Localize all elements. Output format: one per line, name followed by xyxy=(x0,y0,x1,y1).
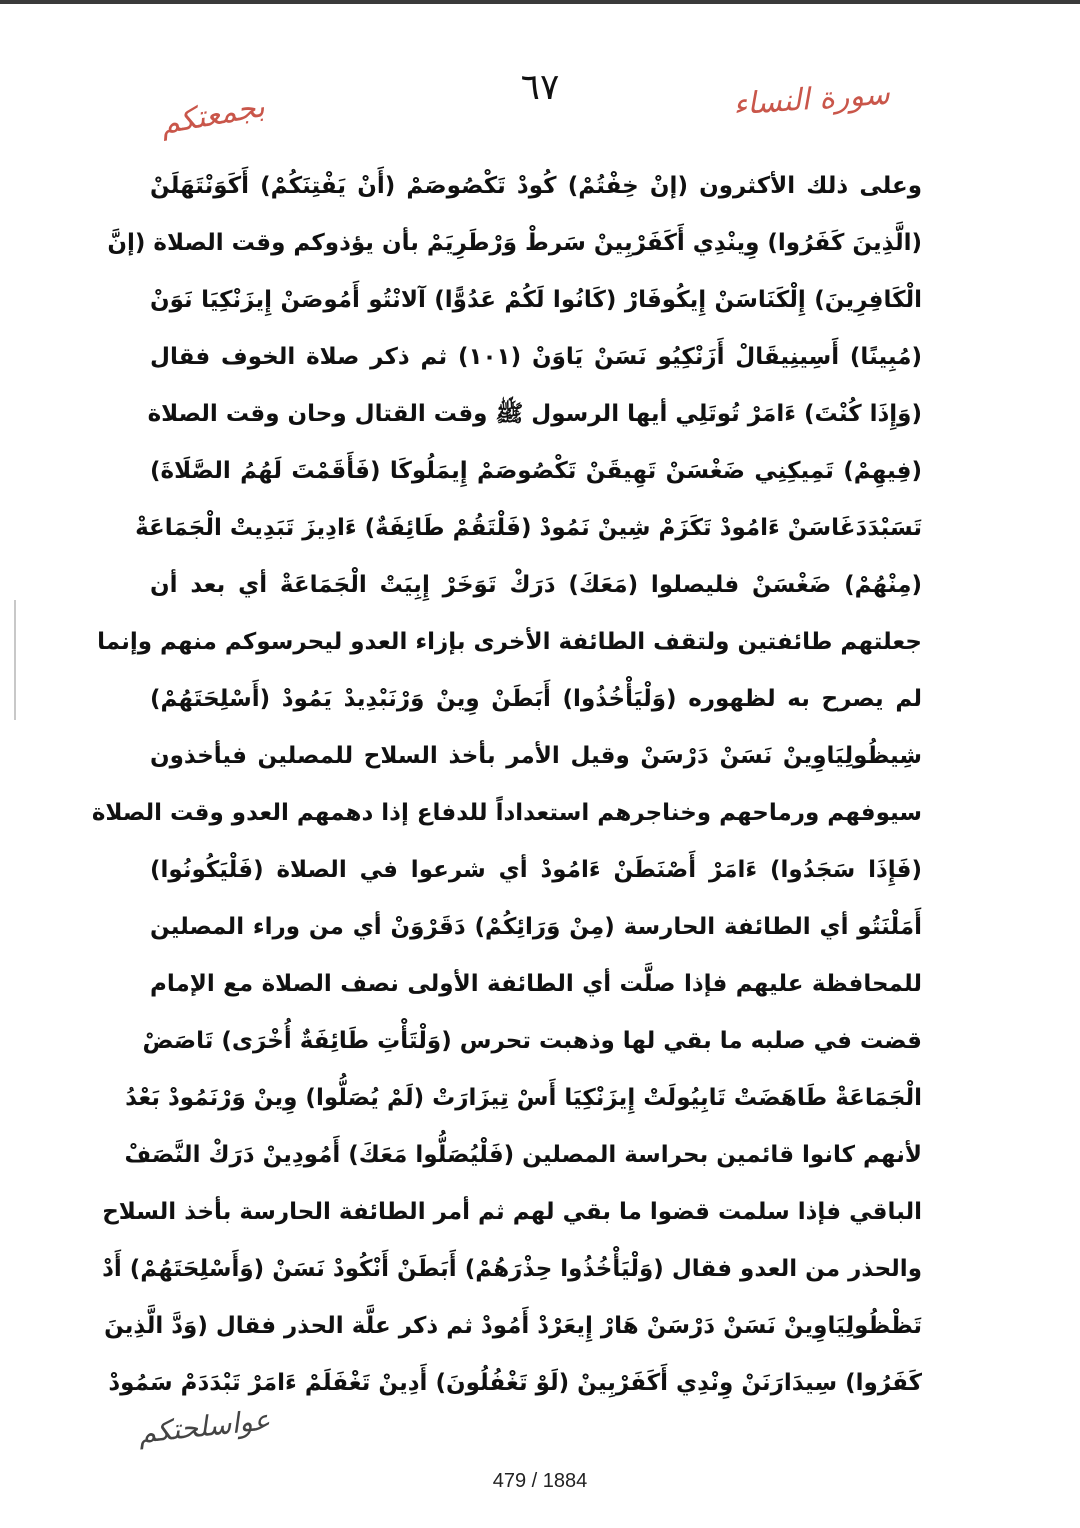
text-line: والحذر من العدو فقال (وَلْيَأْخُذُوا حِذْرَهُمْ) أَبَطَنْ أَنْكُودْ نَسَنْ (وَأَسْلِحَتَهُمْ) أَدْ xyxy=(102,1256,922,1282)
text-line: (مُبِينًا) أَسِينِيقَالْ أَزَنْكِيُو نَسَنْ يَاوَنْ (١٠١) ثم ذكر صلاة الخوف فقال xyxy=(150,344,922,370)
margin-note-left: بجمعتكم xyxy=(157,89,268,142)
text-line: (فَإِذَا سَجَدُوا) ءَامَرْ أَصْنَطَنْ ءَامُودْ أي شرعوا في الصلاة (فَلْيَكُونُوا) xyxy=(150,857,922,883)
text-line: تَسَبْدَدَغَاسَنْ ءَامُودْ تَكَزَمْ شِينْ نَمُودْ (فَلْتَقُمْ طَائِفَةٌ) ءَادِيزَ تَبَدِيتْ الْجَمَاعَةْ xyxy=(135,515,922,541)
text-line: أَمَلْنَتُو أي الطائفة الحارسة (مِنْ وَرَائِكُمْ) دَقَرْوَنْ أي من وراء المصلين xyxy=(150,914,922,940)
text-line: (وَإِذَا كُنْتَ) ءَامَرْ تُوتَلِي أيها الرسول ﷺ وقت القتال وحان وقت الصلاة xyxy=(147,401,922,427)
scan-margin-mark xyxy=(14,600,16,720)
text-line: (الَّذِينَ كَفَرُوا) وِينْدِي أَكَفَرْبِينْ سَرطْ وَرْطَرِيَمْ بأن يؤذوكم وقت الصلاة (إنَّ xyxy=(107,230,922,256)
text-line: الباقي فإذا سلمت قضوا ما بقي لهم ثم أمر الطائفة الحارسة بأخذ السلاح xyxy=(102,1199,922,1225)
body-text xyxy=(91,158,922,1396)
text-line: (مِنْهُمْ) ضَغْسَنْ فليصلوا (مَعَكَ) دَرَكْ تَوَخَرْ إِبِيَتْ الْجَمَاعَةْ أي بعد أن xyxy=(150,572,922,598)
surah-name-note: سورة النساء xyxy=(732,76,892,123)
text-line: جعلتهم طائفتين ولتقف الطائفة الأخرى بإزاء العدو ليحرسوكم منهم وإنما xyxy=(97,629,922,655)
text-line: (فِيهِمْ) تَمِيكِنِي ضَغْسَنْ تَهِيقَنْ تَكْصُوصَمْ إِيمَلُوكَا (فَأَقَمْتَ لَهُمُ الصَّلَاةَ) xyxy=(150,458,922,484)
top-border-rule xyxy=(0,0,1080,4)
text-line: كَفَرُوا) سِيدَارَنَنْ وِنْدِي أَكَفَرْبِينْ (لَوْ تَغْفُلُونَ) أَدِينْ تَغْفَلَمْ ءَامَرْ تَبْدَدَمْ سَمُودْ xyxy=(108,1370,922,1396)
page-number: ٦٧ xyxy=(520,67,560,108)
margin-note-bottom: عواسلحتكم xyxy=(136,1403,272,1450)
text-line: تَظْظُولِيَاوِينْ نَسَنْ دَرْسَنْ هَارْ إِيعَرْدْ أَمُودْ ثم ذكر علَّة الحذر فقال (وَدَّ الَّذِينَ xyxy=(104,1313,922,1339)
text-line: قضت في صلبه ما بقي لها وذهبت تحرس (وَلْتَأْتِ طَائِفَةٌ أُخْرَى) تَاصَضْ xyxy=(142,1028,922,1054)
text-line: للمحافظة عليهم فإذا صلَّت أي الطائفة الأولى نصف الصلاة مع الإمام xyxy=(150,971,922,997)
text-line: شِيظُولِيَاوِينْ نَسَنْ دَرْسَنْ وقيل الأمر بأخذ السلاح للمصلين فيأخذون xyxy=(150,743,922,769)
text-line: الْكَافِرِينَ) إِلْكَنَاسَنْ إِيكُوفَارْ (كَانُوا لَكُمْ عَدُوًّا) آلانْتُو أَمُوصَنْ إِيزَنْكِيَا نَوَنْ xyxy=(150,287,922,313)
text-line: سيوفهم ورماحهم وخناجرهم استعداداً للدفاع إذا دهمهم العدو وقت الصلاة xyxy=(91,800,922,826)
text-line: الْجَمَاعَةْ طَاهَضَتْ تَابِيُولَتْ إِيزَنْكِيَا أَسْ تِيزَارَتْ (لَمْ يُصَلُّوا) وِينْ وَرْنَمُودْ بَعْدُ xyxy=(125,1085,922,1111)
text-line: لأنهم كانوا قائمين بحراسة المصلين (فَلْيُصَلُّوا مَعَكَ) أَمُودِينْ دَرَكْ النَّصَفْ xyxy=(124,1142,922,1168)
text-line: وعلى ذلك الأكثرون (إنْ خِفْتُمْ) كُودْ تَكْصُوصَمْ (أَنْ يَفْتِنَكُمْ) أَكَوَنْتَهَلَنْ xyxy=(150,173,922,199)
text-line: لم يصرح به لظهوره (وَلْيَأْخُذُوا) أَبَطَنْ وِينْ وَرْنَبْدِيدْ يَمُودْ (أَسْلِحَتَهُمْ) xyxy=(150,686,922,712)
page-counter: 479 / 1884 xyxy=(492,1470,588,1492)
